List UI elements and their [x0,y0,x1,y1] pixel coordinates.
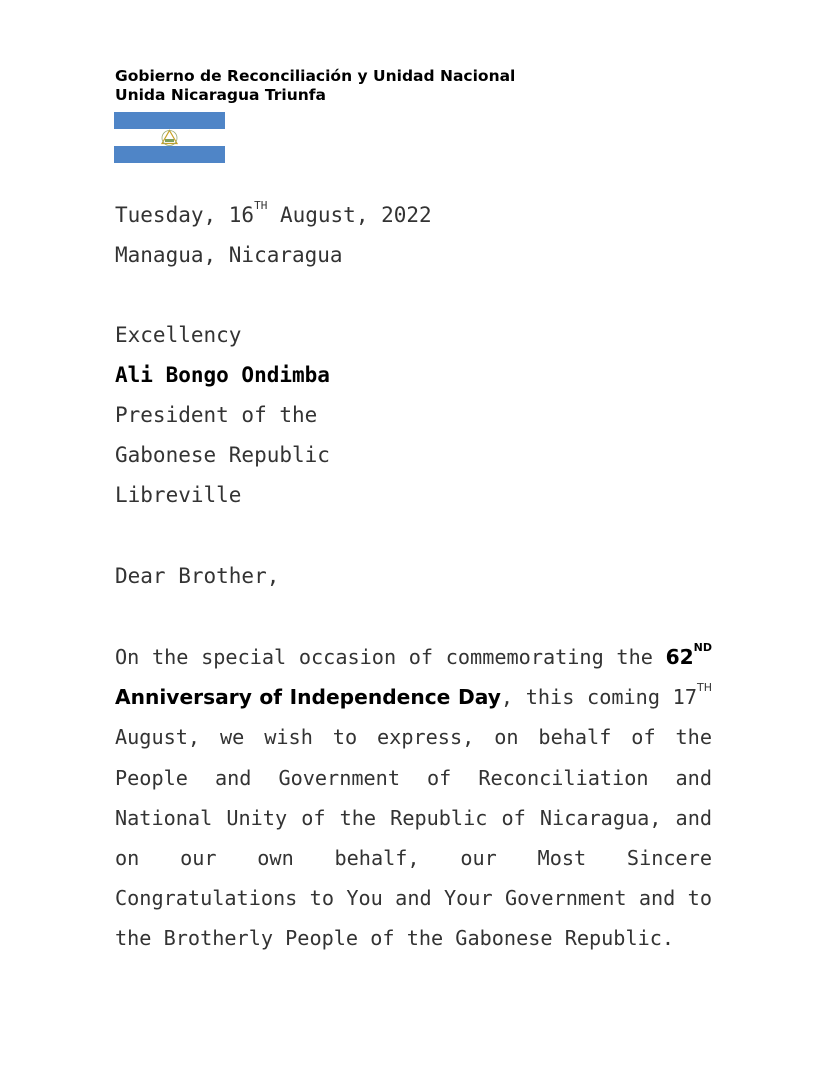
body-text-part2: , this coming 17 [500,685,697,710]
date-text: Tuesday, 16 [115,203,255,227]
body-text-part1: On the special occasion of commemorating the [115,645,666,669]
recipient-name: Ali Bongo Ondimba [115,363,330,387]
letter-body-paragraph [115,637,712,959]
letterhead-government-name: Gobierno de Reconciliación y Unidad Nacional [115,67,516,85]
anniversary-text: Anniversary of Independence Day [115,685,501,710]
date-month-year: August, 2022 [267,203,432,227]
letter-place: Managua, Nicaragua [115,243,343,267]
recipient-title-line1: President of the [115,403,318,427]
recipient-salutation-title: Excellency [115,323,242,347]
recipient-title-line2: Gabonese Republic [115,443,330,467]
day-ordinal: TH [697,681,712,695]
anniversary-number: 62 [665,645,694,669]
recipient-city: Libreville [115,483,242,507]
nicaragua-flag-icon [114,112,225,163]
date-ordinal: TH [254,199,268,212]
letterhead [115,67,515,105]
anniversary-ordinal: ND [693,641,712,654]
greeting: Dear Brother, [115,564,280,588]
letter-date [115,195,432,235]
body-text-part3: August, we wish to express, on behalf of the People and Government of Reconciliation and National Unity of the Republic of Nicaragua, and on our own behalf, our Most Sincere Congratulations to You and Your Government and to the Brotherly People of the Gabonese Republic. [115,725,712,951]
letterhead-motto: Unida Nicaragua Triunfa [115,86,327,104]
